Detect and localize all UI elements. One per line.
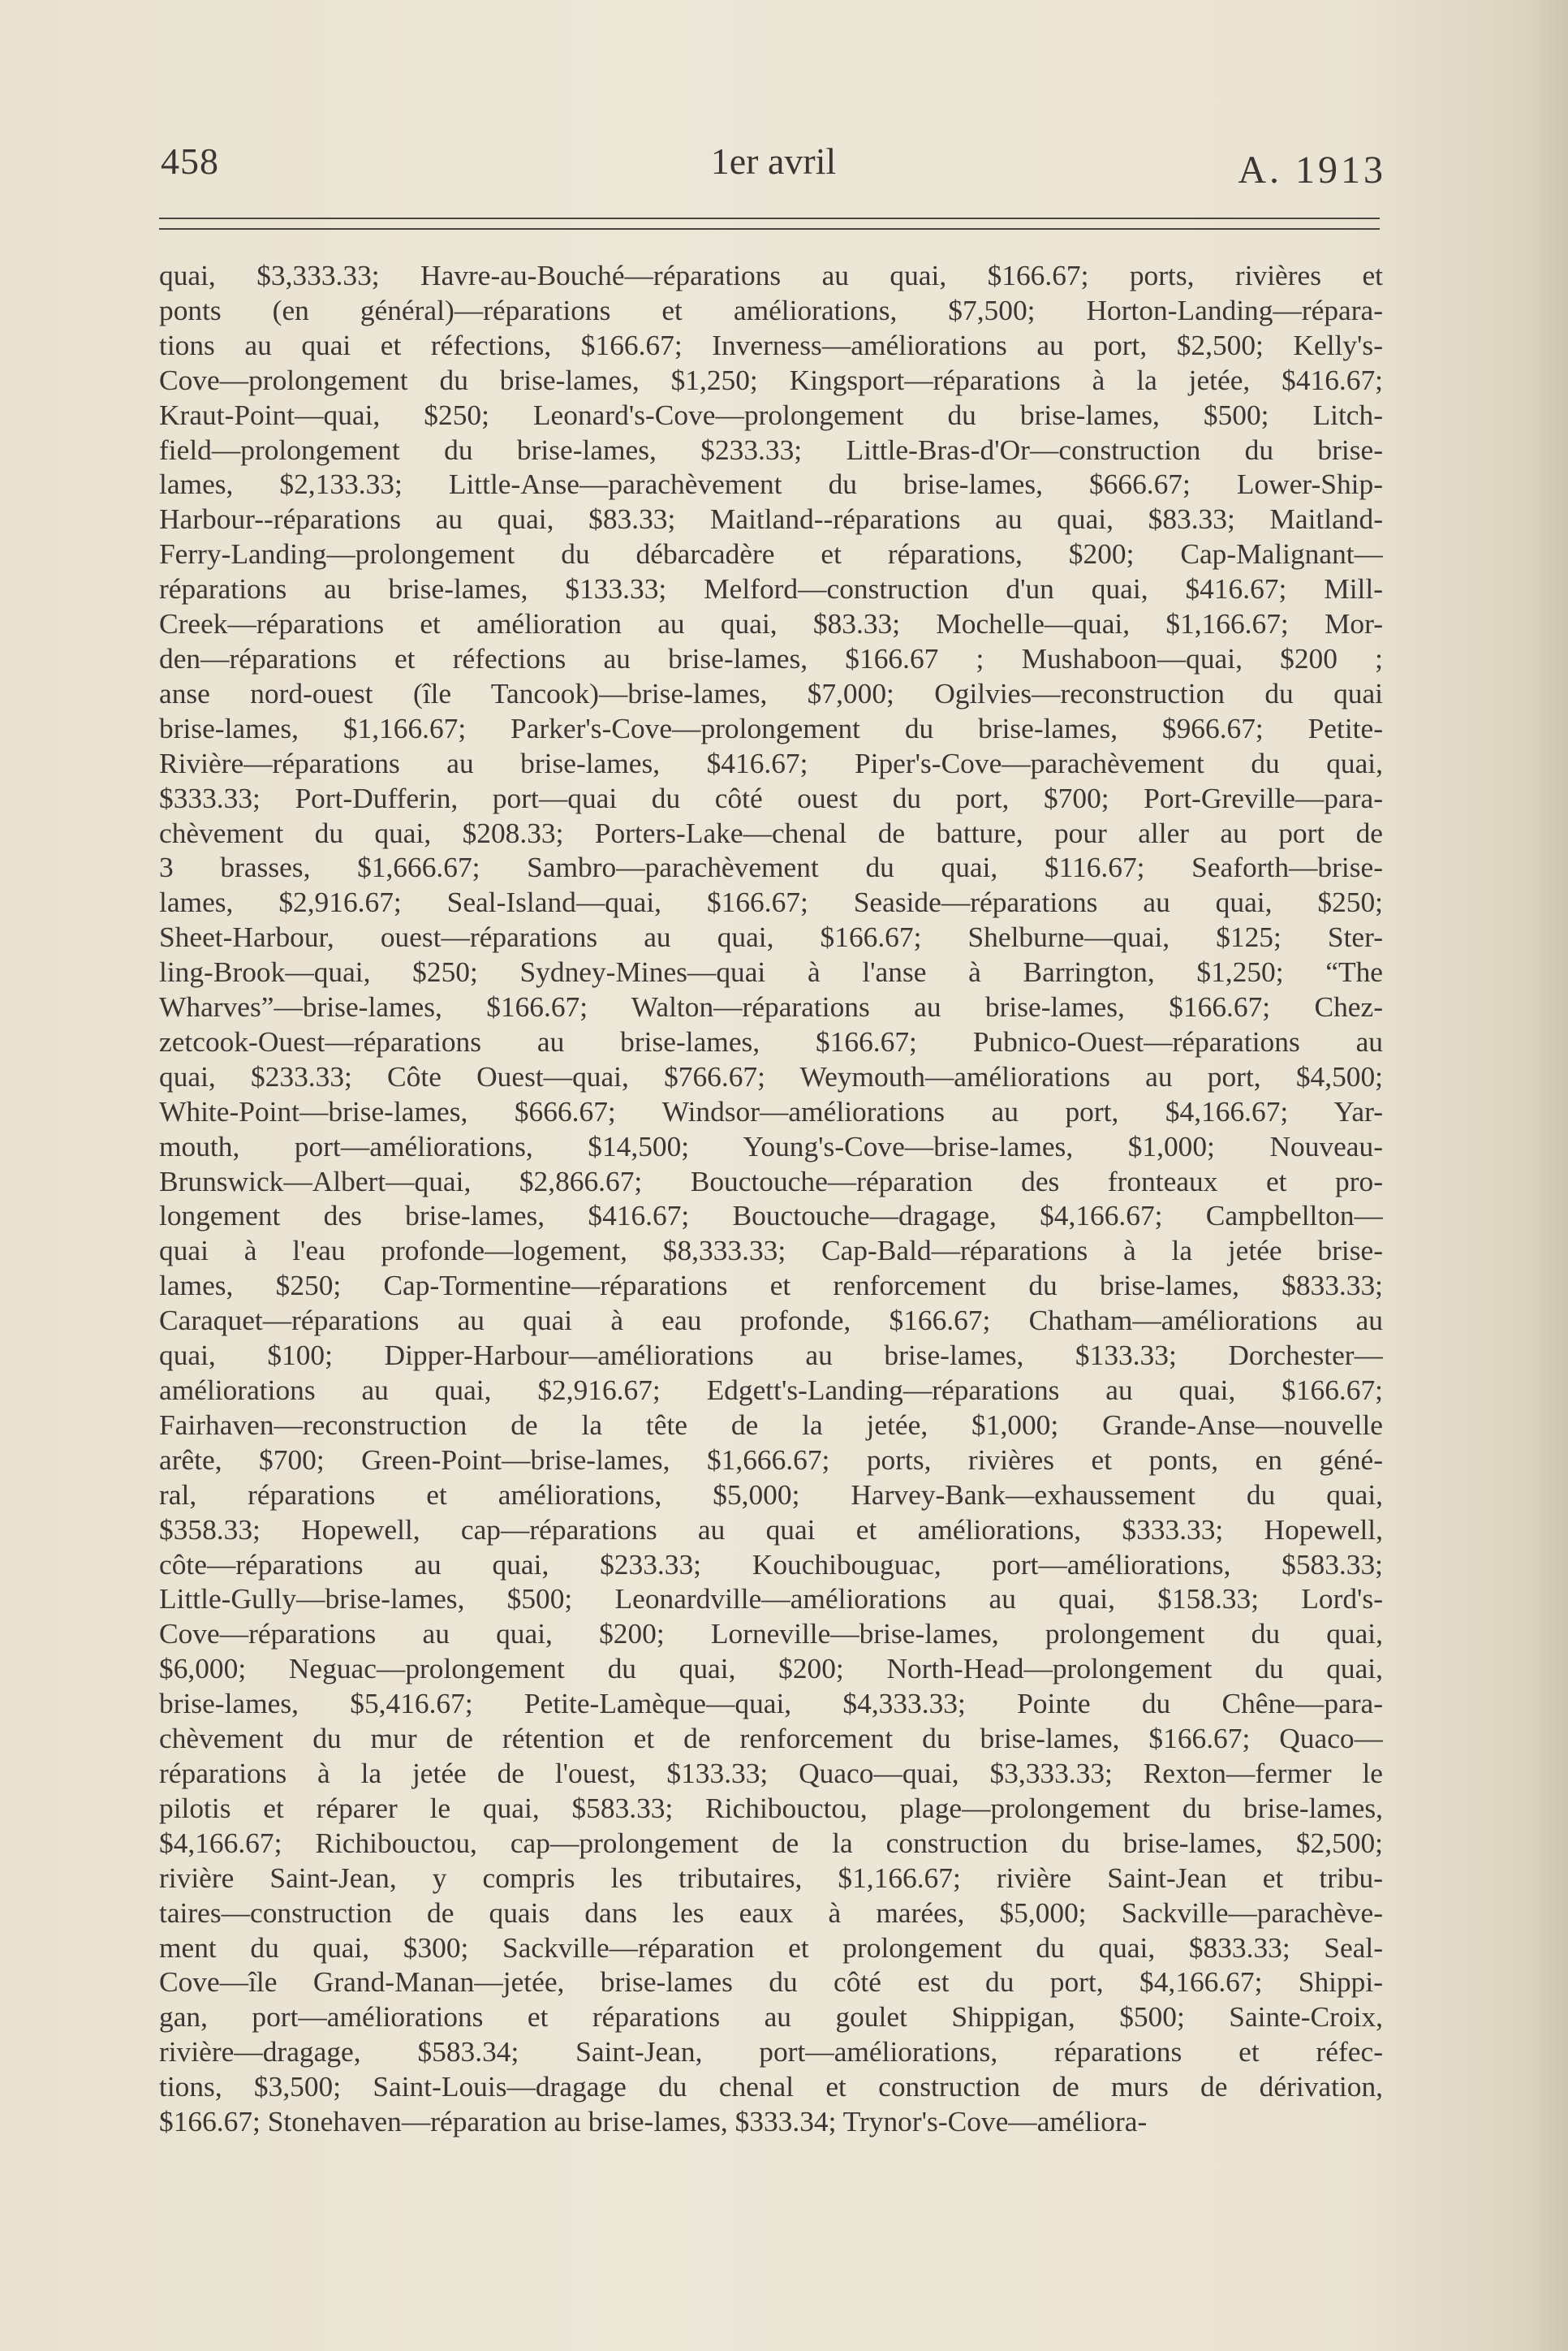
text-line: brise-lames, $1,166.67; Parker's-Cove—prolongement du brise-lames, $966.67; Petite- (159, 711, 1383, 744)
running-head-year: A. 1913 (1238, 149, 1386, 192)
text-line: pilotis et réparer le quai, $583.33; Richibouctou, plage—prolongement du brise-lames, (159, 1791, 1383, 1824)
text-line: zetcook-Ouest—réparations au brise-lames, $166.67; Pubnico-Ouest—réparations au (159, 1025, 1383, 1058)
text-line: Wharves”—brise-lames, $166.67; Walton—réparations au brise-lames, $166.67; Chez- (159, 990, 1383, 1024)
text-line: mouth, port—améliorations, $14,500; Young's-Cove—brise-lames, $1,000; Nouveau- (159, 1129, 1383, 1163)
text-line: 3 brasses, $1,666.67; Sambro—parachèvement du quai, $116.67; Seaforth—brise- (159, 851, 1383, 884)
text-line: réparations à la jetée de l'ouest, $133.33; Quaco—quai, $3,333.33; Rexton—fermer le (159, 1756, 1383, 1789)
text-line: arête, $700; Green-Point—brise-lames, $1,666.67; ports, rivières et ponts, en géné- (159, 1443, 1383, 1476)
text-line: $166.67; Stonehaven—réparation au brise-lames, $333.34; Trynor's-Cove—améliora- (159, 2105, 1148, 2138)
text-line: améliorations au quai, $2,916.67; Edgett's-Landing—réparations au quai, $166.67; (159, 1374, 1383, 1406)
text-line: Little-Gully—brise-lames, $500; Leonardville—améliorations au quai, $158.33; Lord's- (159, 1582, 1383, 1616)
text-line: gan, port—améliorations et réparations au goulet Shippigan, $500; Sainte-Croix, (159, 2000, 1383, 2034)
text-line: field—prolongement du brise-lames, $233.33; Little-Bras-d'Or—construction du brise- (159, 433, 1383, 466)
text-line: den—réparations et réfections au brise-lames, $166.67 ; Mushaboon—quai, $200 ; (159, 641, 1383, 675)
text-line: chèvement du quai, $208.33; Porters-Lake—chenal de batture, pour aller au port de (159, 816, 1383, 849)
text-line: $6,000; Neguac—prolongement du quai, $200; North-Head—prolongement du quai, (159, 1652, 1383, 1685)
text-line: ling-Brook—quai, $250; Sydney-Mines—quai à l'anse à Barrington, $1,250; “The (159, 955, 1383, 989)
text-line: Kraut-Point—quai, $250; Leonard's-Cove—prolongement du brise-lames, $500; Litch- (159, 398, 1383, 431)
text-line: $4,166.67; Richibouctou, cap—prolongement de la construction du brise-lames, $2,500; (159, 1826, 1383, 1859)
text-line: longement des brise-lames, $416.67; Bouctouche—dragage, $4,166.67; Campbellton— (159, 1199, 1383, 1232)
text-line: brise-lames, $5,416.67; Petite-Lamèque—quai, $4,333.33; Pointe du Chêne—para- (159, 1687, 1383, 1720)
text-line: quai, $100; Dipper-Harbour—améliorations au brise-lames, $133.33; Dorchester— (159, 1339, 1383, 1372)
text-line: Rivière—réparations au brise-lames, $416.67; Piper's-Cove—parachèvement du quai, (159, 746, 1383, 779)
text-line: réparations au brise-lames, $133.33; Melford—construction d'un quai, $416.67; Mill- (159, 572, 1383, 606)
text-line: côte—réparations au quai, $233.33; Kouchibouguac, port—améliorations, $583.33; (159, 1547, 1383, 1581)
text-line: ral, réparations et améliorations, $5,000; Harvey-Bank—exhaussement du quai, (159, 1477, 1383, 1511)
text-line: ponts (en général)—réparations et améliorations, $7,500; Horton-Landing—répara- (159, 293, 1383, 326)
text-line: $358.33; Hopewell, cap—réparations au quai et améliorations, $333.33; Hopewell, (159, 1512, 1383, 1546)
text-line: lames, $2,916.67; Seal-Island—quai, $166.67; Seaside—réparations au quai, $250; (159, 886, 1383, 919)
page-number: 458 (161, 140, 219, 182)
text-line: Sheet-Harbour, ouest—réparations au quai, $166.67; Shelburne—quai, $125; Ster- (159, 921, 1383, 954)
text-line: quai à l'eau profonde—logement, $8,333.33; Cap-Bald—réparations à la jetée brise- (159, 1234, 1383, 1267)
header-rule-bottom (159, 228, 1380, 230)
text-line: tions, $3,500; Saint-Louis—dragage du chenal et construction de murs de dérivation, (159, 2070, 1383, 2103)
page-header (161, 132, 1386, 196)
text-line: rivière—dragage, $583.34; Saint-Jean, port—améliorations, réparations et réfec- (159, 2035, 1383, 2068)
text-line: Cove—réparations au quai, $200; Lorneville—brise-lames, prolongement du quai, (159, 1617, 1383, 1650)
text-line: tions au quai et réfections, $166.67; Inverness—améliorations au port, $2,500; Kelly's- (159, 328, 1383, 361)
text-line: quai, $3,333.33; Havre-au-Bouché—réparations au quai, $166.67; ports, rivières et (159, 259, 1383, 291)
text-line: Creek—réparations et amélioration au quai, $83.33; Mochelle—quai, $1,166.67; Mor- (159, 607, 1383, 641)
text-line: lames, $250; Cap-Tormentine—réparations et renforcement du brise-lames, $833.33; (159, 1269, 1383, 1302)
header-rule-top (159, 218, 1380, 219)
text-line: Brunswick—Albert—quai, $2,866.67; Bouctouche—réparation des fronteaux et pro- (159, 1164, 1383, 1197)
text-line: Caraquet—réparations au quai à eau profonde, $166.67; Chatham—améliorations au (159, 1304, 1383, 1337)
text-line: anse nord-ouest (île Tancook)—brise-lames, $7,000; Ogilvies—reconstruction du quai (159, 676, 1383, 710)
body-paragraph (159, 258, 1383, 2139)
text-line: chèvement du mur de rétention et de renforcement du brise-lames, $166.67; Quaco— (159, 1722, 1383, 1755)
text-line: quai, $233.33; Côte Ouest—quai, $766.67; Weymouth—améliorations au port, $4,500; (159, 1059, 1383, 1093)
text-line: ment du quai, $300; Sackville—réparation et prolongement du quai, $833.33; Seal- (159, 1930, 1383, 1964)
text-line: Cove—prolongement du brise-lames, $1,250; Kingsport—réparations à la jetée, $416.67; (159, 363, 1383, 396)
text-line: Cove—île Grand-Manan—jetée, brise-lames du côté est du port, $4,166.67; Shippi- (159, 1965, 1383, 1999)
text-line: taires—construction de quais dans les eaux à marées, $5,000; Sackville—parachève- (159, 1896, 1383, 1929)
running-head-date: 1er avril (710, 140, 837, 182)
text-line: Fairhaven—reconstruction de la tête de la jetée, $1,000; Grande-Anse—nouvelle (159, 1408, 1383, 1441)
text-line: lames, $2,133.33; Little-Anse—parachèvement du brise-lames, $666.67; Lower-Ship- (159, 468, 1383, 501)
text-line: White-Point—brise-lames, $666.67; Windsor—améliorations au port, $4,166.67; Yar- (159, 1094, 1383, 1128)
text-line: $333.33; Port-Dufferin, port—quai du côté ouest du port, $700; Port-Greville—para- (159, 781, 1383, 814)
text-line: Harbour--réparations au quai, $83.33; Maitland--réparations au quai, $83.33; Maitland- (159, 503, 1383, 536)
text-line: Ferry-Landing—prolongement du débarcadère et réparations, $200; Cap-Malignant— (159, 537, 1383, 571)
text-line: rivière Saint-Jean, y compris les tributaires, $1,166.67; rivière Saint-Jean et tribu- (159, 1861, 1383, 1894)
